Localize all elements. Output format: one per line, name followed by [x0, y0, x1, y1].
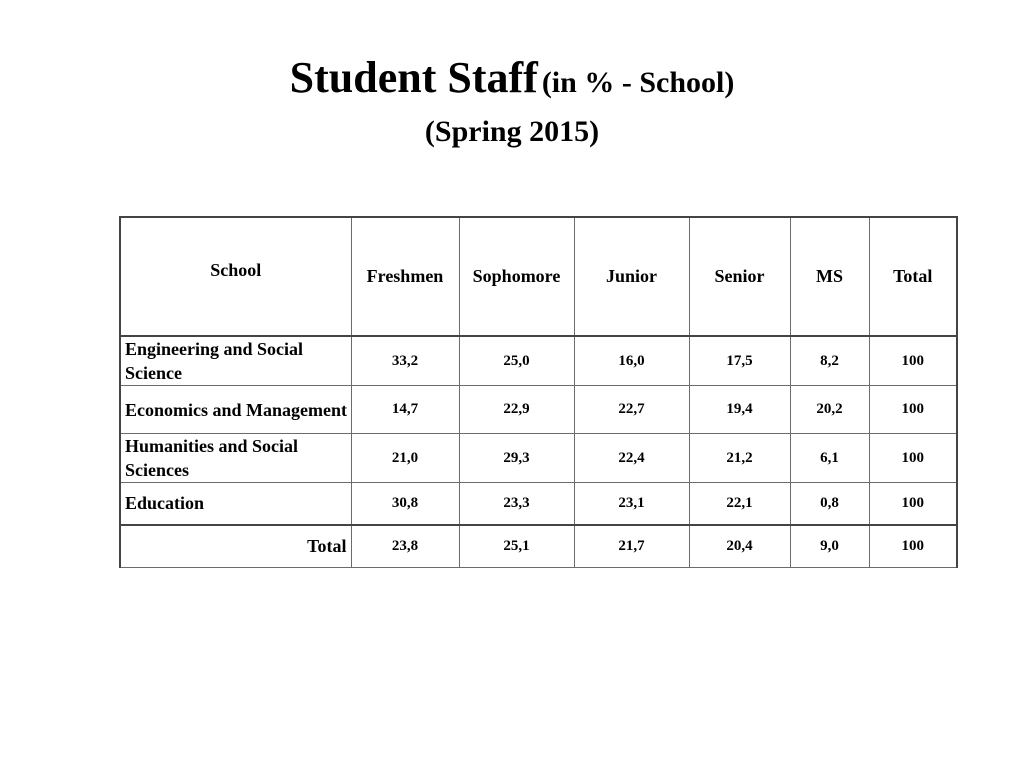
total-cell: 25,1: [459, 525, 574, 568]
table-cell: 14,7: [351, 386, 459, 434]
table-cell: 33,2: [351, 336, 459, 386]
table-cell: 19,4: [689, 386, 790, 434]
page-subtitle: (in % - School): [541, 66, 735, 99]
table-cell: 23,3: [459, 483, 574, 525]
table-row: [120, 336, 957, 386]
table-cell: 22,7: [574, 386, 689, 434]
title-line: [0, 52, 1024, 114]
column-header-freshmen: Freshmen: [351, 217, 459, 336]
column-header-junior: Junior: [574, 217, 689, 336]
table-cell: 22,4: [574, 434, 689, 483]
table-row: [120, 386, 957, 434]
table-cell: 0,8: [790, 483, 869, 525]
school-name-cell: Engineering and Social Science: [120, 336, 351, 386]
school-name-cell: Education: [120, 483, 351, 525]
table-cell: 100: [869, 483, 957, 525]
column-header-sophomore: Sophomore: [459, 217, 574, 336]
column-header-school: School: [120, 217, 351, 336]
student-staff-table: [119, 216, 958, 568]
table-cell: 23,1: [574, 483, 689, 525]
column-header-total: Total: [869, 217, 957, 336]
table-cell: 6,1: [790, 434, 869, 483]
title-block: [0, 52, 1024, 150]
table-cell: 8,2: [790, 336, 869, 386]
total-row: [120, 525, 957, 568]
table-cell: 25,0: [459, 336, 574, 386]
total-cell: 23,8: [351, 525, 459, 568]
table-cell: 30,8: [351, 483, 459, 525]
total-cell: 21,7: [574, 525, 689, 568]
school-name-cell: Humanities and Social Sciences: [120, 434, 351, 483]
school-name-cell: Economics and Management: [120, 386, 351, 434]
header-row: [120, 217, 957, 336]
table-cell: 22,1: [689, 483, 790, 525]
table-cell: 20,2: [790, 386, 869, 434]
table-cell: 21,0: [351, 434, 459, 483]
table-cell: 17,5: [689, 336, 790, 386]
table-cell: 29,3: [459, 434, 574, 483]
table-cell: 100: [869, 386, 957, 434]
table-cell: 100: [869, 336, 957, 386]
total-cell: 20,4: [689, 525, 790, 568]
table-cell: 22,9: [459, 386, 574, 434]
total-label-cell: Total: [120, 525, 351, 568]
table-row: [120, 483, 957, 525]
table-cell: 21,2: [689, 434, 790, 483]
column-header-ms: MS: [790, 217, 869, 336]
total-cell: 100: [869, 525, 957, 568]
table-cell: 100: [869, 434, 957, 483]
table-cell: 16,0: [574, 336, 689, 386]
period-label: (Spring 2015): [424, 115, 600, 148]
page-title: Student Staff: [289, 53, 538, 102]
total-cell: 9,0: [790, 525, 869, 568]
column-header-senior: Senior: [689, 217, 790, 336]
table-row: [120, 434, 957, 483]
